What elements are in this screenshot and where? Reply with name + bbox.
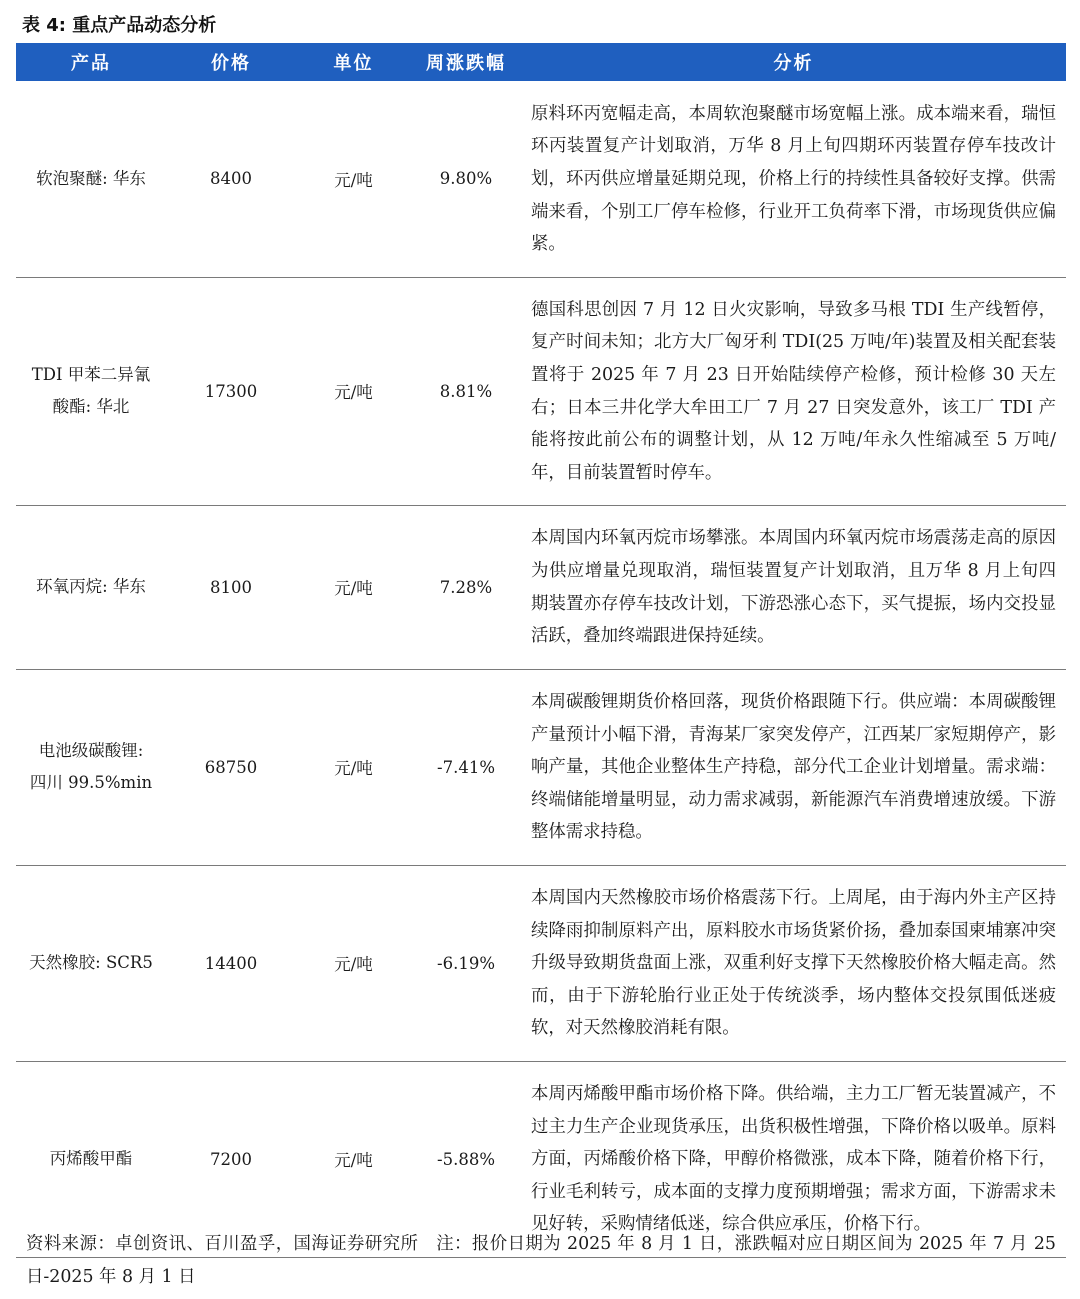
product-analysis-table [16, 43, 1066, 1258]
header-analysis: 分析 [521, 43, 1066, 81]
product-cell [16, 81, 166, 277]
unit-cell: 元/吨 [296, 277, 411, 505]
unit-cell: 元/吨 [296, 81, 411, 277]
product-cell [16, 505, 166, 669]
source-note: 资料来源：卓创资讯、百川盈孚，国海证券研究所 注：报价日期为 2025 年 8 月 1 日，涨跌幅对应日期区间为 2025 年 7 月 25 日-2025 年 8 月 1 日 [26, 1234, 1056, 1287]
table-row [16, 505, 1066, 669]
header-row [16, 43, 1066, 81]
product-name: 天然橡胶: SCR5 [29, 953, 153, 972]
change-cell: 9.80% [411, 81, 521, 277]
price-cell: 7200 [166, 1061, 296, 1257]
change-cell: -5.88% [411, 1061, 521, 1257]
unit-cell: 元/吨 [296, 505, 411, 669]
header-change: 周涨跌幅 [411, 43, 521, 81]
analysis-cell: 本周丙烯酸甲酯市场价格下降。供给端，主力工厂暂无装置减产，不过主力生产企业现货承压，出货积极性增强，下降价格以吸单。原料方面，丙烯酸价格下降，甲醇价格微涨，成本下降，随着价格下行，行业毛利转亏，成本面的支撑力度预期增强；需求方面，下游需求未见好转，采购情绪低迷，综合供应承压，价格下行。 [521, 1061, 1066, 1257]
product-cell [16, 669, 166, 865]
unit-cell: 元/吨 [296, 865, 411, 1061]
table-title: 表 4: 重点产品动态分析 [22, 15, 217, 36]
product-cell [16, 277, 166, 505]
analysis-cell: 本周碳酸锂期货价格回落，现货价格跟随下行。供应端：本周碳酸锂产量预计小幅下滑，青海某厂家突发停产，江西某厂家短期停产，影响产量，其他企业整体生产持稳，部分代工企业计划增量。需求端：终端储能增量明显，动力需求减弱，新能源汽车消费增速放缓。下游整体需求持稳。 [521, 669, 1066, 865]
change-cell: 7.28% [411, 505, 521, 669]
header-unit: 单位 [296, 43, 411, 81]
product-name-line2: 四川 99.5%min [29, 773, 153, 792]
unit-cell: 元/吨 [296, 669, 411, 865]
table-row [16, 669, 1066, 865]
price-cell: 8400 [166, 81, 296, 277]
product-name-line2: 酸酯: 华北 [52, 397, 130, 416]
product-cell [16, 865, 166, 1061]
table-row [16, 81, 1066, 277]
unit-cell: 元/吨 [296, 1061, 411, 1257]
table-row [16, 277, 1066, 505]
header-price: 价格 [166, 43, 296, 81]
change-cell: -6.19% [411, 865, 521, 1061]
analysis-cell: 原料环丙宽幅走高，本周软泡聚醚市场宽幅上涨。成本端来看，瑞恒环丙装置复产计划取消，万华 8 月上旬四期环丙装置存停车技改计划，环丙供应增量延期兑现，价格上行的持续性具备较好支撑。供需端来看，个别工厂停车检修，行业开工负荷率下滑，市场现货供应偏紧。 [521, 81, 1066, 277]
price-cell: 68750 [166, 669, 296, 865]
price-cell: 14400 [166, 865, 296, 1061]
product-name: 环氧丙烷: 华东 [36, 577, 146, 596]
product-name: 软泡聚醚: 华东 [36, 168, 146, 188]
product-name: TDI 甲苯二异氰 [31, 365, 151, 384]
product-name: 电池级碳酸锂: [38, 741, 144, 760]
change-cell: 8.81% [411, 277, 521, 505]
price-cell: 17300 [166, 277, 296, 505]
product-name: 丙烯酸甲酯 [49, 1149, 133, 1168]
price-cell: 8100 [166, 505, 296, 669]
analysis-cell: 本周国内天然橡胶市场价格震荡下行。上周尾，由于海内外主产区持续降雨抑制原料产出，原料胶水市场货紧价扬，叠加泰国柬埔寨冲突升级导致期货盘面上涨，双重利好支撑下天然橡胶价格大幅走高。然而，由于下游轮胎行业正处于传统淡季，场内整体交投氛围低迷疲软，对天然橡胶消耗有限。 [521, 865, 1066, 1061]
change-cell: -7.41% [411, 669, 521, 865]
analysis-cell: 本周国内环氧丙烷市场攀涨。本周国内环氧丙烷市场震荡走高的原因为供应增量兑现取消，瑞恒装置复产计划取消，且万华 8 月上旬四期装置亦存停车技改计划，下游恐涨心态下，买气提振，场内交投显活跃，叠加终端跟进保持延续。 [521, 505, 1066, 669]
table-row [16, 865, 1066, 1061]
header-product: 产品 [16, 43, 166, 81]
analysis-cell: 德国科思创因 7 月 12 日火灾影响，导致多马根 TDI 生产线暂停，复产时间未知；北方大厂匈牙利 TDI(25 万吨/年)装置及相关配套装置将于 2025 年 7 月 23 日开始陆续停产检修，预计检修 30 天左右；日本三井化学大牟田工厂 7 月 27 日突发意外，该工厂 TDI 产能将按此前公布的调整计划，从 12 万吨/年永久性缩减至 5 万吨/年，目前装置暂时停车。 [521, 277, 1066, 505]
